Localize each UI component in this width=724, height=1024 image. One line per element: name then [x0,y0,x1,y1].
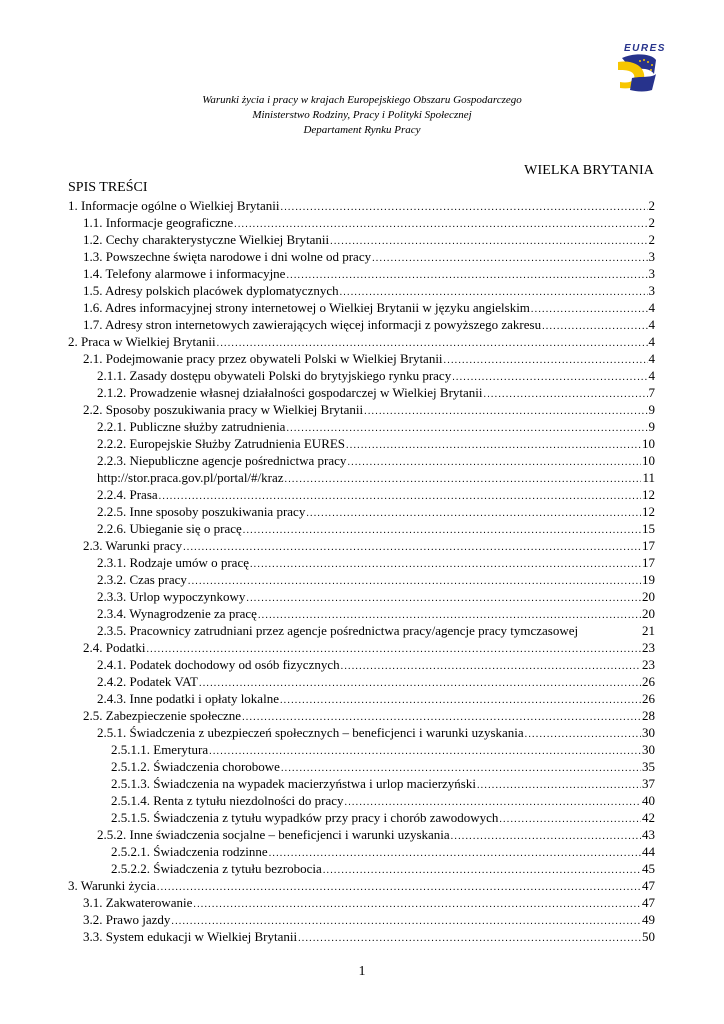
toc-entry[interactable] [68,826,655,843]
toc-entry-page: 9 [648,402,655,417]
toc-entry-page: 3 [648,249,655,264]
toc-entry-title: 2.1.1. Zasady dostępu obywateli Polski do brytyjskiego rynku pracy [97,368,452,383]
page-number: 1 [358,964,366,979]
toc-entry-title: 2.2. Sposoby poszukiwania pracy w Wielkiej Brytanii [83,402,364,417]
toc-entry-page: 2 [648,232,655,247]
toc-entry-page: 47 [642,895,655,910]
toc-dot-leader [246,590,641,607]
toc-dot-leader [484,386,648,403]
toc-entry-title: 1.1. Informacje geograficzne [83,215,234,230]
toc-entry-title: 2.5.2. Inne świadczenia socjalne – beneficjenci i warunki uzyskania [97,827,450,842]
toc-dot-leader [477,777,641,794]
toc-entry[interactable] [68,214,655,231]
toc-entry-title: 1.3. Powszechne święta narodowe i dni wolne od pracy [83,249,372,264]
toc-dot-leader [542,318,647,335]
toc-entry-page: 35 [642,759,655,774]
toc-entry[interactable] [68,588,655,605]
toc-entry-page: 20 [642,589,655,604]
toc-entry[interactable] [68,622,655,639]
document-header [0,93,724,138]
toc-entry-page: 4 [648,317,655,332]
toc-entry[interactable] [68,554,655,571]
toc-entry-page: 7 [648,385,655,400]
toc-entry-page: 21 [642,623,655,638]
toc-entry[interactable] [68,724,655,741]
toc-dot-leader [250,556,641,573]
toc-entry[interactable] [68,911,655,928]
toc-entry-title: 2.1.2. Prowadzenie własnej działalności gospodarczej w Wielkiej Brytanii [97,385,483,400]
toc-entry-title: 2.2.2. Europejskie Służby Zatrudnienia EURES [97,436,346,451]
toc-entry-title: 2.5.1.5. Świadczenia z tytułu wypadków przy pracy i chorób zawodowych [111,810,499,825]
toc-entry-title: 2.2.1. Publiczne służby zatrudnienia [97,419,286,434]
toc-entry-page: 17 [642,538,655,553]
header-line-2: Ministerstwo Rodziny, Pracy i Polityki Społecznej [252,109,472,121]
toc-entry-title: 2.5.1.4. Renta z tytułu niezdolności do pracy [111,793,344,808]
toc-dot-leader [286,267,647,284]
toc-dot-leader [525,726,641,743]
toc-dot-leader [330,233,647,250]
toc-entry-page: 11 [642,470,655,485]
toc-entry-page: 10 [642,453,655,468]
toc-entry[interactable] [68,367,655,384]
toc-entry-page: 47 [642,878,655,893]
toc-entry-title: 2. Praca w Wielkiej Brytanii [68,334,216,349]
toc-dot-leader [269,845,641,862]
toc-entry[interactable] [68,792,655,809]
toc-entry-title: 2.2.5. Inne sposoby poszukiwania pracy [97,504,306,519]
toc-entry[interactable] [68,877,655,894]
toc-entry-page: 19 [642,572,655,587]
toc-entry-title: 3.2. Prawo jazdy [83,912,171,927]
toc-entry-page: 30 [642,725,655,740]
toc-entry[interactable] [68,418,655,435]
toc-entry-page: 37 [642,776,655,791]
toc-entry[interactable] [68,282,655,299]
toc-dot-leader [188,573,641,590]
eures-wordmark: EURES [624,43,666,54]
toc-entry-page: 45 [642,861,655,876]
toc-entry[interactable] [68,231,655,248]
toc-dot-leader [281,199,648,216]
toc-entry[interactable] [68,741,655,758]
toc-dot-leader [347,454,641,471]
toc-entry-title: 2.4.2. Podatek VAT [97,674,198,689]
toc-entry-page: 17 [642,555,655,570]
toc-entry-title: 1.5. Adresy polskich placówek dyplomatycznych [83,283,339,298]
toc-entry-title: http://stor.praca.gov.pl/portal/#/kraz [97,470,284,485]
toc-entry[interactable] [68,333,655,350]
toc-dot-leader [372,250,647,267]
toc-entry-title: 2.5.1. Świadczenia z ubezpieczeń społecznych – beneficjenci i warunki uzyskania [97,725,524,740]
toc-dot-leader [531,301,648,318]
toc-dot-leader [499,811,641,828]
toc-dot-leader [346,437,641,454]
toc-entry-title: 1.2. Cechy charakterystyczne Wielkiej Brytanii [83,232,330,247]
toc-entry-title: 2.4.3. Inne podatki i opłaty lokalne [97,691,279,706]
eures-logo [608,40,666,96]
toc-entry[interactable] [68,248,655,265]
toc-dot-leader [183,539,641,556]
toc-entry-page: 26 [642,674,655,689]
toc-entry-title: 2.2.6. Ubieganie się o pracę [97,521,242,536]
toc-entry-title: 2.5.1.3. Świadczenia na wypadek macierzyństwa i urlop macierzyński [111,776,476,791]
toc-entry-title: 2.2.3. Niepubliczne agencje pośrednictwa pracy [97,453,347,468]
toc-entry-page: 50 [642,929,655,944]
toc-entry[interactable] [68,469,655,486]
toc-entry-page: 4 [648,351,655,366]
toc-entry-title: 2.2.4. Prasa [97,487,158,502]
toc-entry-page: 4 [648,300,655,315]
toc-dot-leader [280,692,641,709]
toc-dot-leader [444,352,648,369]
toc-entry-page: 2 [648,198,655,213]
toc-dot-leader [285,471,642,488]
toc-dot-leader [364,403,647,420]
toc-entry-title: 1.4. Telefony alarmowe i informacyjne [83,266,286,281]
toc-entry-page: 3 [648,266,655,281]
toc-entry-title: 2.3.3. Urlop wypoczynkowy [97,589,246,604]
toc-entry[interactable] [68,571,655,588]
toc-entry-page: 15 [642,521,655,536]
toc-entry[interactable] [68,605,655,622]
toc-entry-page: 49 [642,912,655,927]
toc-entry-page: 4 [648,368,655,383]
toc-entry-page: 26 [642,691,655,706]
country-title: WIELKA BRYTANIA [524,163,654,178]
toc-entry-page: 10 [642,436,655,451]
toc-dot-leader [298,930,641,947]
toc-entry-page: 20 [642,606,655,621]
toc-entry[interactable] [68,486,655,503]
toc-entry[interactable] [68,809,655,826]
toc-entry[interactable] [68,707,655,724]
toc-entry-title: 2.3.4. Wynagrodzenie za pracę [97,606,257,621]
toc-entry[interactable] [68,656,655,673]
toc-entry-title: 3.3. System edukacji w Wielkiej Brytanii [83,929,298,944]
toc-entry-page: 43 [642,827,655,842]
toc-title: SPIS TREŚCI [68,180,148,195]
toc-entry[interactable] [68,435,655,452]
toc-entry-title: 2.3. Warunki pracy [83,538,183,553]
toc-entry[interactable] [68,673,655,690]
toc-entry[interactable] [68,197,655,214]
toc-entry-page: 42 [642,810,655,825]
toc-entry-title: 2.1. Podejmowanie pracy przez obywateli Polski w Wielkiej Brytanii [83,351,443,366]
toc-entry-page: 23 [642,640,655,655]
toc-entry[interactable] [68,384,655,401]
toc-dot-leader [341,658,641,675]
toc-entry[interactable] [68,775,655,792]
toc-entry-page: 40 [642,793,655,808]
toc-entry[interactable] [68,758,655,775]
toc-entry-page: 44 [642,844,655,859]
toc-dot-leader [157,879,641,896]
header-line-3: Departament Rynku Pracy [303,124,421,136]
toc-entry-title: 2.5.1.1. Emerytura [111,742,209,757]
toc-entry-page: 28 [642,708,655,723]
toc-dot-leader [451,828,641,845]
toc-entry[interactable] [68,452,655,469]
toc-entry[interactable] [68,401,655,418]
toc-dot-leader [243,522,641,539]
toc-entry[interactable] [68,503,655,520]
toc-entry-page: 4 [648,334,655,349]
toc-entry-title: 2.5.1.2. Świadczenia chorobowe [111,759,280,774]
toc-entry-title: 2.4.1. Podatek dochodowy od osób fizycznych [97,657,340,672]
toc-entry-title: 3.1. Zakwaterowanie [83,895,193,910]
toc-entry-page: 30 [642,742,655,757]
toc-entry[interactable] [68,843,655,860]
toc-entry[interactable] [68,690,655,707]
toc-entry-title: 1. Informacje ogólne o Wielkiej Brytanii [68,198,280,213]
toc-entry[interactable] [68,537,655,554]
toc-entry-page: 9 [648,419,655,434]
eures-logo-icon [608,40,666,96]
toc-entry-title: 1.7. Adresy stron internetowych zawierających więcej informacji z powyższego zakresu [83,317,542,332]
toc-dot-leader [306,505,641,522]
toc-entry-title: 2.4. Podatki [83,640,146,655]
toc-entry-title: 2.5.2.2. Świadczenia z tytułu bezrobocia [111,861,322,876]
toc-dot-leader [323,862,641,879]
toc-entry-title: 1.6. Adres informacyjnej strony internetowej o Wielkiej Brytanii w języku angielskim [83,300,530,315]
toc-entry[interactable] [68,299,655,316]
toc-entry-page: 3 [648,283,655,298]
toc-entry-page: 23 [642,657,655,672]
toc-entry[interactable] [68,520,655,537]
toc-entry-page: 12 [642,504,655,519]
header-line-1: Warunki życia i pracy w krajach Europejskiego Obszaru Gospodarczego [202,94,522,106]
toc-entry-title: 3. Warunki życia [68,878,156,893]
toc-entry[interactable] [68,860,655,877]
toc-entry-page: 2 [648,215,655,230]
toc-entry[interactable] [68,894,655,911]
toc-entry[interactable] [68,265,655,282]
toc-entry-title: 2.3.5. Pracownicy zatrudniani przez agencje pośrednictwa pracy/agencje pracy tymczasowej [97,623,579,638]
toc-dot-leader [193,896,641,913]
toc-entry[interactable] [68,928,655,945]
toc-entry-title: 2.3.1. Rodzaje umów o pracę [97,555,249,570]
toc-entry-title: 2.3.2. Czas pracy [97,572,187,587]
table-of-contents [68,197,655,945]
toc-entry[interactable] [68,639,655,656]
toc-entry[interactable] [68,350,655,367]
toc-entry[interactable] [68,316,655,333]
toc-entry-title: 2.5. Zabezpieczenie społeczne [83,708,242,723]
toc-entry-title: 2.5.2.1. Świadczenia rodzinne [111,844,268,859]
toc-entry-page: 12 [642,487,655,502]
